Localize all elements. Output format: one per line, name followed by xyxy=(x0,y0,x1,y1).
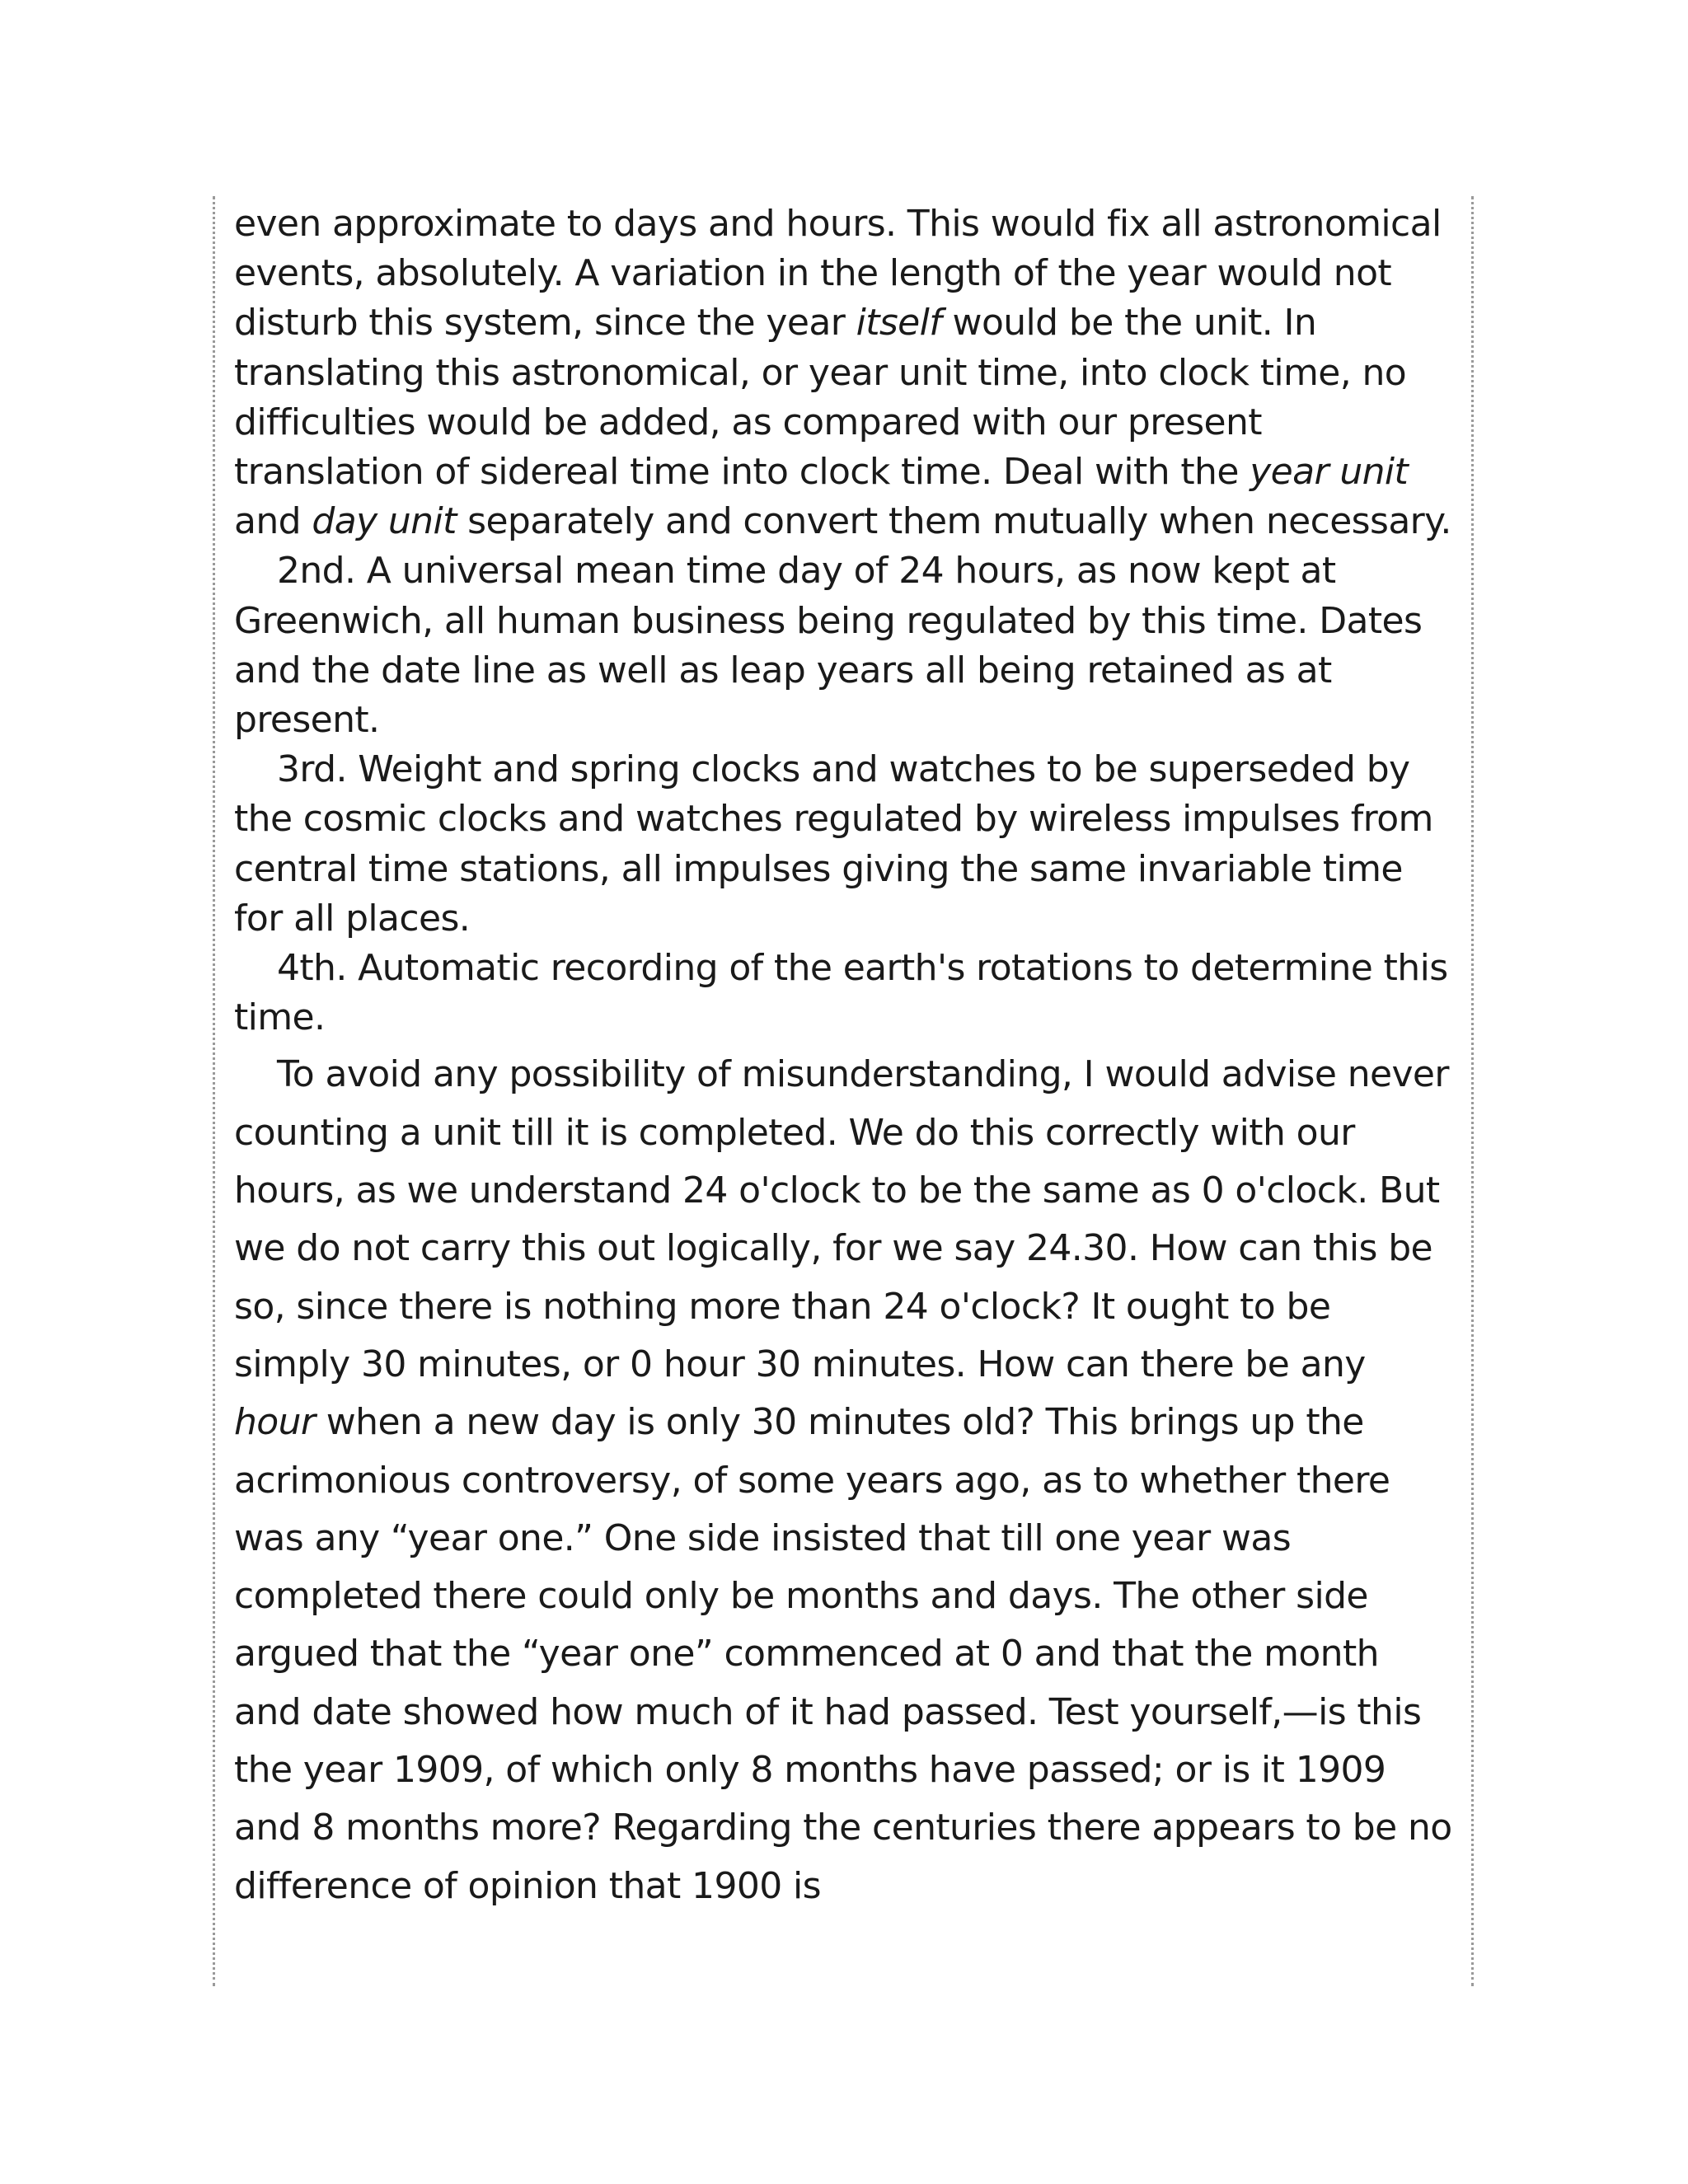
text-column xyxy=(234,199,1454,1915)
paragraph-5-text-1: To avoid any possibility of misunderstanding, I would advise never counting a unit till it is completed. We do this correctly with our hours, as we understand 24 o'clock to be the same as 0 o'clock. But we do not carry this out logically, for we say 24.30. How can this be so, since there is nothing more than 24 o'clock? It ought to be simply 30 minutes, or 0 hour 30 minutes. How can there be any xyxy=(234,1053,1449,1385)
upper-text-block xyxy=(234,199,1454,1043)
paragraph-1-text-1: even approximate to days and hours. This would fix all astronomical events, absolutely. A variation in the length of the year would not disturb this system, since the year xyxy=(234,203,1442,344)
paragraph-5 xyxy=(234,1046,1454,1915)
paragraph-1-italic-year-unit: year unit xyxy=(1250,451,1409,494)
paragraph-5-italic-hour: hour xyxy=(234,1401,316,1444)
paragraph-1 xyxy=(234,199,1454,546)
paragraph-3: 3rd. Weight and spring clocks and watches to be superseded by the cosmic clocks and watches regulated by wireless impulses from central time stations, all impulses giving the same invariable time for all places. xyxy=(234,748,1433,940)
left-margin-rule xyxy=(213,196,215,1986)
paragraph-1-italic-itself: itself xyxy=(856,302,942,344)
lower-text-block xyxy=(234,1046,1454,1915)
paragraph-5-text-2: when a new day is only 30 minutes old? This brings up the acrimonious controversy, of some years ago, as to whether there was any “year one.” One side insisted that till one year was completed there could only be months and days. The other side argued that the “year one” commenced at 0 and that the month and date showed how much of it had passed. Test yourself,—is this the year 1909, of which only 8 months have passed; or is it 1909 and 8 months more? Regarding the centuries there appears to be no difference of opinion that 1900 is xyxy=(234,1401,1452,1907)
right-margin-rule xyxy=(1471,196,1474,1986)
paragraph-1-italic-day-unit: day unit xyxy=(312,500,457,543)
paragraph-1-text-3: and xyxy=(234,500,312,543)
paragraph-4: 4th. Automatic recording of the earth's rotations to determine this time. xyxy=(234,947,1448,1039)
paragraph-1-text-2: would be the unit. In translating this astronomical, or year unit time, into clock time, no difficulties would be added, as compared with our present translation of sidereal time into clock time. Deal with the xyxy=(234,302,1407,494)
paragraph-2: 2nd. A universal mean time day of 24 hours, as now kept at Greenwich, all human business being regulated by this time. Dates and the date line as well as leap years all being retained as at present. xyxy=(234,550,1423,742)
paragraph-1-text-4: separately and convert them mutually when necessary. xyxy=(456,500,1451,543)
